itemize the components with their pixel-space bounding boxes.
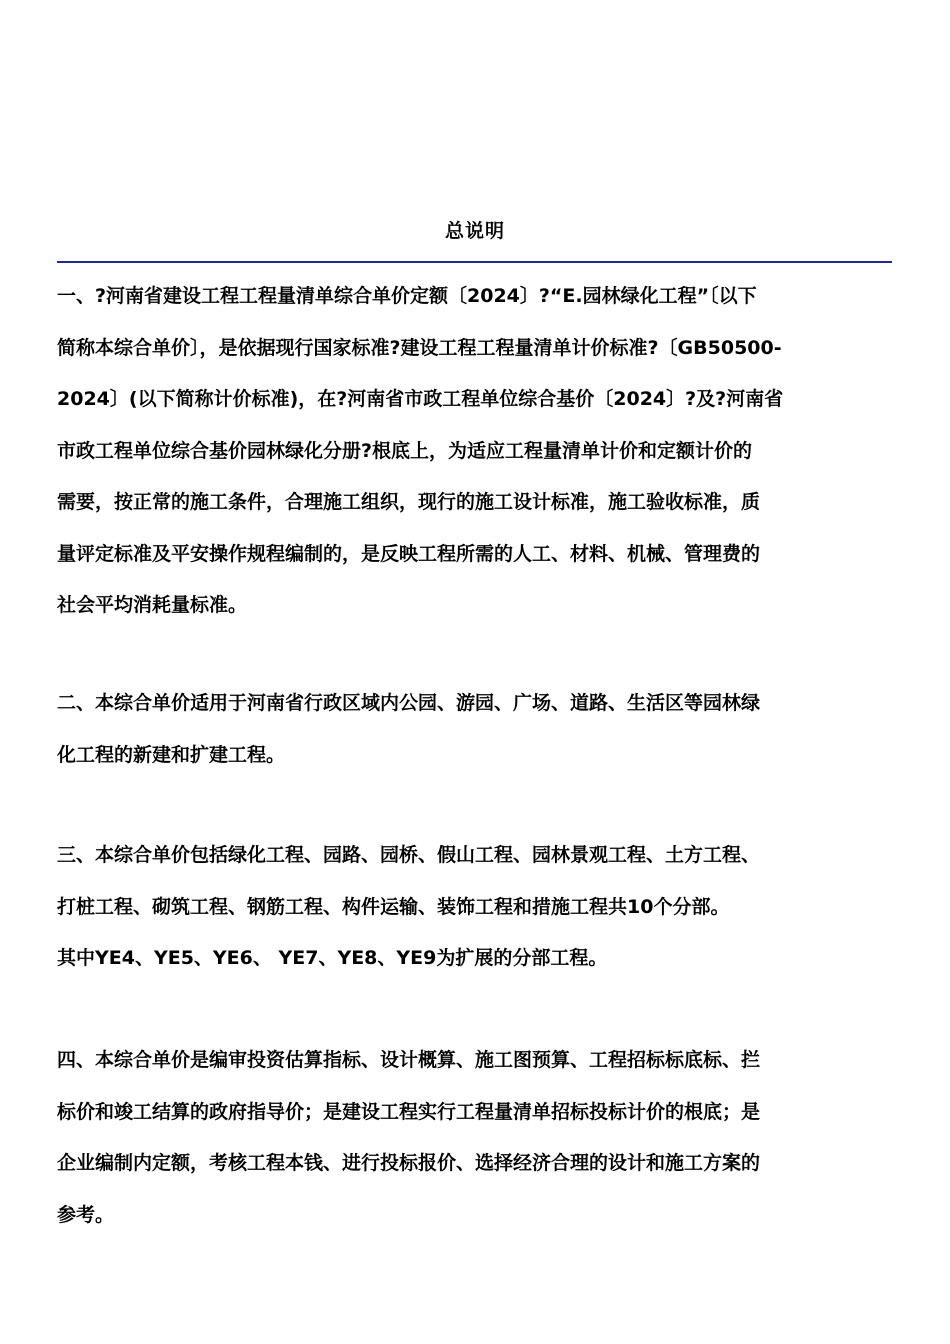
paragraph-line: 企业编制内定额，考核工程本钱、进行投标报价、选择经济合理的设计和施工方案的: [57, 1152, 761, 1174]
section-1-paragraph: [57, 271, 892, 632]
paragraph-line: 量评定标准及平安操作规程编制的，是反映工程所需的人工、材料、机械、管理费的: [57, 542, 761, 565]
paragraph-line: 化工程的新建和扩建工程。: [57, 743, 286, 766]
paragraph-line: 三、本综合单价包括绿化工程、园路、园桥、假山工程、园林景观工程、土方工程、: [57, 844, 761, 866]
title-divider: [57, 261, 892, 263]
paragraph-line: 社会平均消耗量标准。: [57, 594, 248, 616]
paragraph-line: 简称本综合单价〕，是依据现行国家标准?建设工程工程量清单计价标准?〔GB50500-: [57, 336, 782, 359]
paragraph-line: 需要，按正常的施工条件，合理施工组织，现行的施工设计标准，施工验收标准，质: [57, 491, 761, 513]
paragraph-line: 市政工程单位综合基价园林绿化分册?根底上，为适应工程量清单计价和定额计价的: [57, 439, 753, 462]
paragraph-line: 打桩工程、砌筑工程、钢筋工程、构件运输、装饰工程和措施工程共10个分部。: [57, 895, 730, 918]
paragraph-line: 四、本综合单价是编审投资估算指标、设计概算、施工图预算、工程招标标底标、拦: [57, 1049, 761, 1071]
paragraph-line: 参考。: [57, 1203, 115, 1226]
paragraph-line: 2024〕(以下简称计价标准)，在?河南省市政工程单位综合基价〔2024〕?及?河南省: [57, 388, 784, 410]
section-2-paragraph: [57, 678, 892, 781]
paragraph-line: 二、本综合单价适用于河南省行政区域内公园、游园、广场、道路、生活区等园林绿: [57, 692, 761, 714]
section-3-paragraph: [57, 830, 892, 985]
paragraph-line: 标价和竣工结算的政府指导价；是建设工程实行工程量清单招标投标计价的根底；是: [57, 1100, 761, 1123]
page-title: 总说明: [444, 220, 505, 242]
section-4-paragraph: [57, 1035, 892, 1241]
paragraph-line: 一、?河南省建设工程工程量清单综合单价定额〔2024〕?“E.园林绿化工程”〔以下: [57, 285, 757, 307]
paragraph-line: 其中YE4、YE5、YE6、 YE7、YE8、YE9为扩展的分部工程。: [57, 947, 608, 969]
